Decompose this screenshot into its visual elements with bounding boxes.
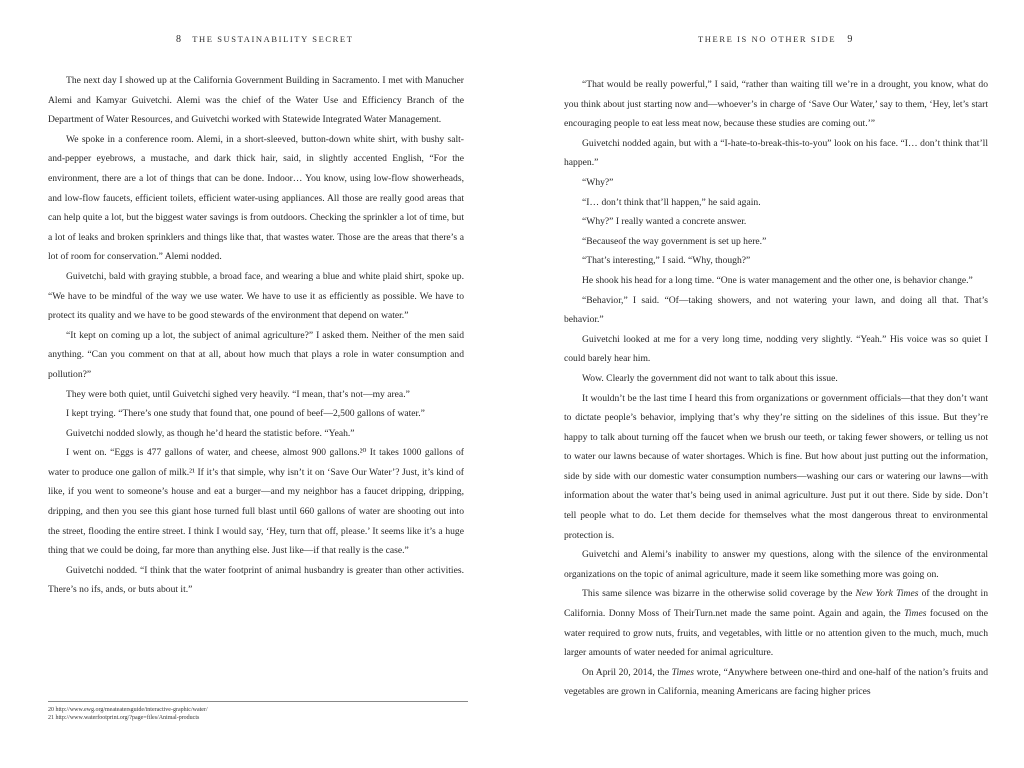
paragraph: “That would be really powerful,” I said, “rather than waiting till we’re in a drought, you know, what do you think about just starting now and—whoever’s in charge of ‘Save Our Water,’ say to them, ‘Hey, let’s start encouraging people to eat less meat now, because these studies are coming out.’” [564, 79, 988, 130]
italic-title: Times [671, 666, 695, 678]
text-run: This same silence was bizarre in the otherwise solid coverage by the [582, 588, 856, 600]
paragraph: They were both quiet, until Guivetchi sighed very heavily. “I mean, that’s not—my area.” [66, 388, 410, 400]
footnote: 20 http://www.ewg.org/meateatersguide/interactive-graphic/water/ [48, 707, 208, 713]
text-run: focused on the water required to grow nuts, fruits, and vegetables, with little or no attention given to the much, much, much larger amounts of water needed for animal agriculture. [564, 608, 988, 659]
paragraph: “Why?” [582, 176, 614, 188]
left-running-header [176, 34, 354, 45]
paragraph: I went on. “Eggs is 477 gallons of water, and cheese, almost 900 gallons.²⁰ It takes 1000 gallons of water to produce one gallon of milk.²¹ If it’s that simple, why isn’t it on ‘Save Our Water’? Just, it’s kind of like, if you went to someone’s house and eat a burger—and my neighbor has a faucet dripping, dripping, dripping, and then you see this giant hose turned full blast until 660 gallons of water are shooting out into the street, flooding the entire street. I think I would say, ‘Hey, turn that off, please.’ It seems like it’s a huge thing that we could be doing, far more than anything else. Just like—if that really is the case.” [48, 447, 464, 557]
paragraph: He shook his head for a long time. “One is water management and the other one, is behavior change.” [582, 274, 973, 286]
italic-title: Times [904, 608, 927, 620]
text-run: of the drought in California. Donny Moss of TheirTurn.net made the same point. Again and again, the [564, 588, 988, 620]
paragraph: “I… don’t think that’ll happen,” he said again. [582, 196, 761, 208]
paragraph: Guivetchi, bald with graying stubble, a broad face, and wearing a blue and white plaid shirt, spoke up. “We have to be mindful of the way we use water. We have to use it as efficiently as possible. We have to protect its quality and we have to be good stewards of the environment that depend on water.” [48, 270, 464, 322]
left-body-text [48, 71, 464, 600]
right-page-number: 9 [847, 34, 853, 45]
paragraph: “Why?” I really wanted a concrete answer. [582, 216, 747, 228]
left-page-number: 8 [176, 34, 181, 45]
paragraph: Wow. Clearly the government did not want to talk about this issue. [582, 372, 838, 384]
right-running-head: THERE IS NO OTHER SIDE [698, 34, 837, 44]
footnotes [48, 701, 468, 722]
footnote: 21 http://www.waterfootprint.org/?page=files/Animal-products [48, 715, 200, 721]
paragraph: Guivetchi nodded again, but with a “I-hate-to-break-this-to-you” look on his face. “I… don’t think that’ll happen.” [564, 137, 988, 169]
text-run: wrote, “Anywhere between one-third and one-half of the nation’s fruits and vegetables are grown in California, meaning Americans are facing higher prices [564, 666, 988, 698]
paragraph: The next day I showed up at the California Government Building in Sacramento. I met with Manucher Alemi and Kamyar Guivetchi. Alemi was the chief of the Water Use and Efficiency Branch of the Department of Water Resources, and Guivetchi worked with Statewide Integrated Water Management. [48, 75, 464, 126]
right-page [512, 0, 1024, 768]
paragraph: We spoke in a conference room. Alemi, in a short-sleeved, button-down white shirt, with bushy salt-and-pepper eyebrows, a mustache, and dark thick hair, said, in slightly accented English, “For the environment, there are a lot of things that can be done. Indoor… You know, using low-flow showerheads, and low-flow faucets, efficient toilets, efficient water-using appliances. All those are really good areas that can help quite a lot, but the biggest water savings is from outdoors. Checking the sprinkler a lot of time, but a lot of leaks and broken sprinklers and things like that, that wastes water. Those are the areas that there’s a lot of room for conservation.” Alemi nodded. [48, 133, 464, 263]
paragraph-last [564, 663, 988, 702]
right-running-header [698, 34, 852, 45]
paragraph: “Becauseof the way government is set up here.” [582, 235, 767, 247]
paragraph: I kept trying. “There’s one study that found that, one pound of beef—2,500 gallons of water.” [66, 408, 425, 420]
paragraph: “It kept on coming up a lot, the subject of animal agriculture?” I asked them. Neither of the men said anything. “Can you comment on that at all, about how much that plays a role in water consumption and pollution?” [48, 329, 464, 380]
left-running-head: THE SUSTAINABILITY SECRET [192, 34, 354, 44]
paragraph-silence [564, 584, 988, 662]
italic-title: New York Times [855, 588, 919, 600]
paragraph: It wouldn’t be the last time I heard this from organizations or government officials—that they don’t want to dictate people’s behavior, implying that’s why they’re sitting on the sidelines of this issue. But they’re happy to talk about turning off the faucet when we brush our teeth, or taking fewer showers, or telling us not to water our lawns because of water shortages. Which is fine. But how about just putting out the information, side by side with our domestic water consumption numbers—washing our cars or watering our lawns—with information about the water that’s being used in animal agriculture. Just put it out there. Side by side. Don’t tell people what to do. Let them decide for themselves what the most dangerous threat to environmental protection is. [564, 392, 988, 541]
paragraph: “That’s interesting,” I said. “Why, though?” [582, 255, 751, 267]
paragraph: Guivetchi and Alemi’s inability to answer my questions, along with the silence of the environmental organizations on the topic of animal agriculture, made it seem like something more was going on. [564, 549, 988, 580]
paragraph: Guivetchi nodded. “I think that the water footprint of animal husbandry is greater than other activities. There’s no ifs, ands, or buts about it.” [48, 564, 464, 596]
text-run: On April 20, 2014, the [582, 666, 672, 678]
paragraph: Guivetchi nodded slowly, as though he’d heard the statistic before. “Yeah.” [66, 427, 355, 439]
paragraph: “Behavior,” I said. “Of—taking showers, and not watering your lawn, and doing all that. That’s behavior.” [564, 294, 988, 326]
paragraph: Guivetchi looked at me for a very long time, nodding very slightly. “Yeah.” His voice was so quiet I could barely hear him. [564, 333, 988, 365]
right-body-text [564, 75, 988, 702]
